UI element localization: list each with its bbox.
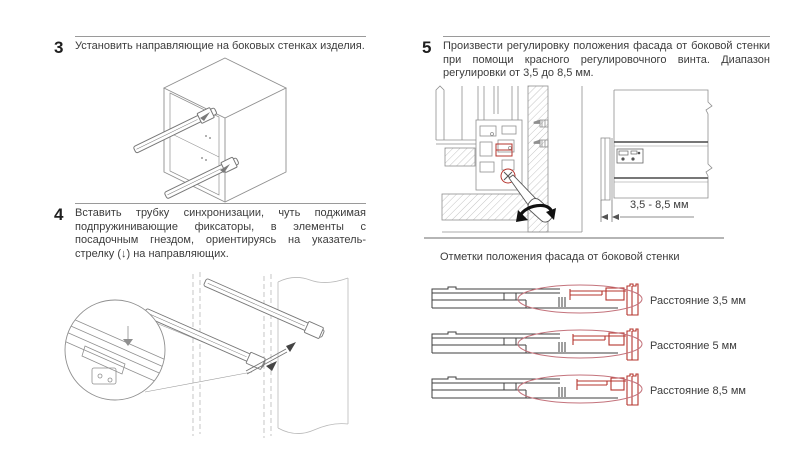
rail-side-view: [614, 142, 708, 182]
red-facade-part: [577, 374, 638, 405]
distance-label-3-5: Расстояние 3,5 мм: [650, 295, 746, 307]
red-facade-part: [570, 284, 638, 315]
step-4-number: 4: [54, 205, 64, 224]
highlight-ellipse: [518, 330, 642, 358]
facade-marks-title: Отметки положения фасада от боковой стенки: [440, 251, 680, 263]
panel-outlines: [193, 272, 348, 438]
red-facade-part: [573, 329, 638, 360]
slide-section: [432, 287, 618, 308]
distance-label-5: Расстояние 5 мм: [650, 340, 737, 352]
slide-rails: [132, 106, 240, 201]
step-5-text: Произвести регулировку положения фасада от боковой стенки при помощи красного регулировочного винта. Диапазон регулировки от 3,5 до 8,5 мм.: [443, 36, 770, 81]
facade-position-drawing-3-5: [430, 283, 640, 319]
range-label: 3,5 - 8,5 мм: [630, 199, 689, 211]
step-3: [54, 36, 366, 56]
step-4-text: Вставить трубку синхронизации, чуть поджимая подпружинивающие фиксаторы, в элементы с посадочным гнездом, ориентируясь на указатель-стрелку (↓) на направляющих.: [75, 203, 366, 261]
step-3-number: 3: [54, 38, 64, 57]
cabinet-drawing: [118, 54, 336, 208]
slide-pair: [143, 277, 326, 374]
step-3-text: Установить направляющие на боковых стенках изделия.: [75, 36, 366, 56]
highlight-ellipse: [518, 285, 642, 313]
panel-side-view: [601, 90, 712, 200]
facade-position-drawing-8-5: [430, 373, 640, 409]
distance-label-8-5: Расстояние 8,5 мм: [650, 385, 746, 397]
tube-arrows: [266, 342, 296, 371]
step-5-number: 5: [422, 38, 432, 57]
adjustment-section-drawing: [432, 84, 590, 236]
step-5: [422, 36, 770, 81]
detail-circle: [65, 300, 165, 400]
side-view-drawing: [598, 86, 780, 228]
section-divider: [424, 237, 724, 239]
sync-tube-drawing: [30, 268, 382, 446]
slide-section: [432, 332, 618, 353]
section-structure: [436, 86, 582, 232]
slide-section: [432, 377, 618, 398]
step-4: [54, 203, 366, 261]
mounting-holes: [201, 135, 211, 161]
highlight-ellipse: [518, 375, 642, 403]
facade-position-drawing-5: [430, 328, 640, 364]
